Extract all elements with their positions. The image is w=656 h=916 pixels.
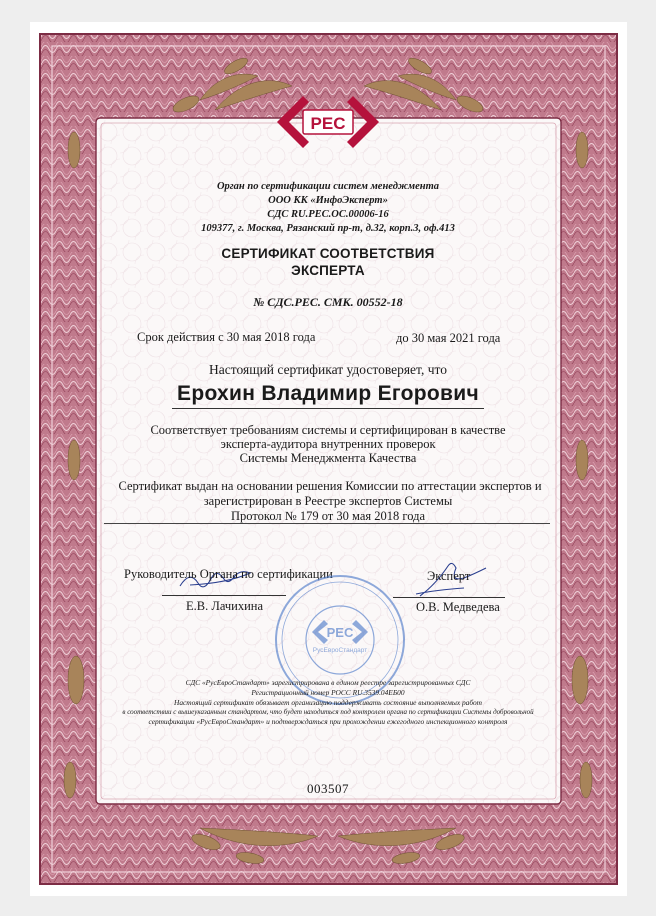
footer-line-1: СДС «РусЕвроСтандарт» зарегистрирована в едином реестре зарегистрированных СДС	[185, 678, 471, 687]
head-signature-line	[162, 595, 286, 596]
title-line-2: ЭКСПЕРТА	[291, 263, 365, 278]
compliance-line-2: эксперта-аудитора внутренних проверок	[220, 437, 436, 451]
basis-underline	[104, 523, 550, 524]
footer-line-2: Регистрационный номер РОСС RU.3539.04ЕБ00	[251, 688, 405, 697]
holder-name: Ерохин Владимир Егорович	[177, 382, 479, 405]
organ-line-2: ООО КК «ИнфоЭксперт»	[268, 195, 388, 206]
validity-to: до 30 мая 2021 года	[396, 331, 501, 345]
logo-text: РЕС	[310, 114, 346, 133]
serial-number: 003507	[307, 781, 349, 796]
head-name: Е.В. Лачихина	[186, 599, 264, 613]
name-underline	[172, 408, 484, 409]
basis-line-3: Протокол № 179 от 30 мая 2018 года	[230, 509, 425, 523]
res-logo	[273, 92, 383, 152]
organ-line-4: 109377, г. Москва, Рязанский пр-т, д.32, корп.3, оф.413	[201, 223, 455, 234]
stamp-subtext: РусЕвроСтандарт	[312, 647, 368, 654]
expert-signature-line	[393, 597, 505, 598]
validity-from: Срок действия с 30 мая 2018 года	[137, 330, 316, 344]
footer-line-4: в соответствии с вышеуказанным стандартом, что будет находиться под контролем органа по сертификации Системы добровольной	[122, 708, 534, 716]
expert-role: Эксперт	[427, 569, 471, 583]
basis-line-2: зарегистрирован в Реестре экспертов Системы	[203, 494, 453, 508]
stamp-center: РЕС	[326, 625, 354, 640]
certificate-number: № СДС.РЕС. СМК. 00552-18	[253, 295, 403, 309]
basis-line-1: Сертификат выдан на основании решения Комиссии по аттестации экспертов и	[118, 479, 542, 493]
certifies-text: Настоящий сертификат удостоверяет, что	[209, 362, 447, 377]
title-line-1: СЕРТИФИКАТ СООТВЕТСТВИЯ	[221, 246, 435, 261]
footer-line-5: сертификации «РусЕвроСтандарт» и подтверждаться при прохождении ежегодного инспекционного контроля	[148, 717, 508, 726]
organ-line-1: Орган по сертификации систем менеджмента	[216, 181, 440, 192]
footer-line-3: Настоящий сертификат обязывает организацию поддерживать состояние выполняемых работ	[173, 698, 482, 707]
head-role: Руководитель Органа по сертификации	[124, 567, 333, 581]
compliance-line-3: Системы Менеджмента Качества	[239, 451, 417, 465]
organ-line-3: СДС RU.PEC.OC.00006-16	[267, 209, 389, 220]
compliance-line-1: Соответствует требованиям системы и сертифицирован в качестве	[150, 423, 506, 437]
expert-name: О.В. Медведева	[416, 600, 500, 614]
